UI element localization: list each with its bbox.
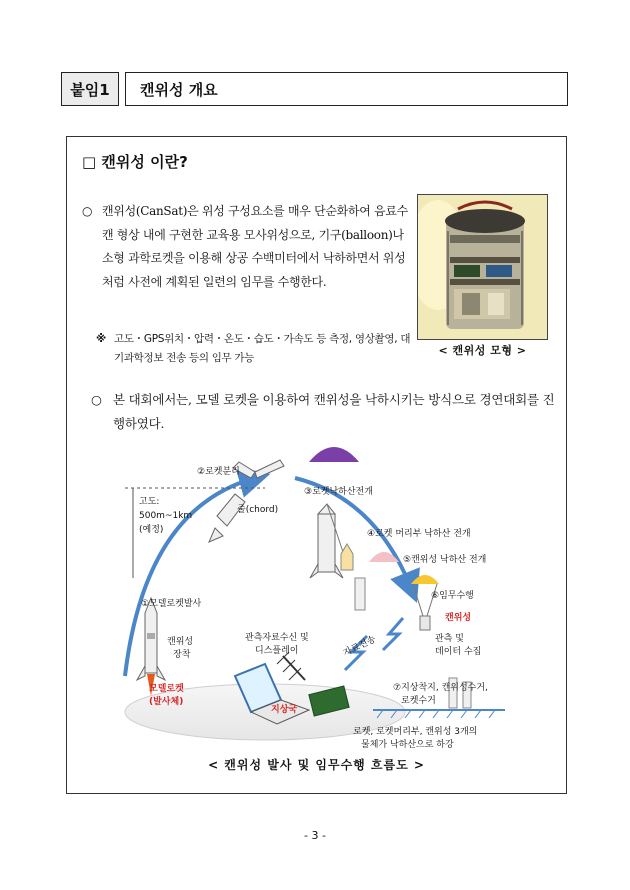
attachment-tag: 붙임1 <box>61 72 119 106</box>
cansat-model-illustration <box>418 195 548 340</box>
label-separation: ②로켓분리 <box>197 467 240 477</box>
label-fall-2: 물체가 낙하산으로 하강 <box>361 740 454 750</box>
cansat-model-photo <box>417 194 548 340</box>
label-ground-rx: 관측자료수신 및 <box>245 633 309 643</box>
label-landing: ⑦지상착지, 캔위성수거, <box>393 683 488 693</box>
label-launcher: (발사체) <box>149 697 184 707</box>
label-nose-parachute: ④로켓 머리부 낙하산 전개 <box>367 529 471 539</box>
rocket-with-chute <box>310 504 345 578</box>
label-cansat-parachute: ⑤캔위성 낙하산 전개 <box>403 555 487 565</box>
cansat-parachute <box>411 575 439 584</box>
label-model-rocket: 모델로켓 <box>149 684 184 694</box>
label-measure: 관측 및 <box>435 634 464 644</box>
label-mission: ⑥임무수행 <box>431 591 474 601</box>
page-number: - 3 - <box>304 829 326 842</box>
antenna-icon <box>277 652 305 680</box>
label-altitude-range: 500m~1km <box>139 511 193 521</box>
data-signal-bolt <box>383 618 403 650</box>
label-cansat: 캔위성 <box>445 613 472 623</box>
label-data-transmission: 자료전송 <box>341 634 378 659</box>
paragraph-text: 본 대회에서는, 모델 로켓을 이용하여 캔위성을 낙하시키는 방식으로 경연대회를 진행하였다. <box>113 392 555 431</box>
paragraph-text: 캔위성(CanSat)은 위성 구성요소를 매우 단순화하여 음료수 캔 형상 내에 구현한 교육용 모사위성으로, 기구(balloon)나 소형 과학로켓을 이용해 상공 수백미터에서 낙하하면서 위성처럼 사전에 계획된 일련의 임무를 수행한다. <box>102 204 408 289</box>
mission-note <box>96 330 414 368</box>
section-title: □ 캔위성 이란? <box>82 153 188 171</box>
nose-cone <box>341 544 365 610</box>
reference-mark: ※ <box>96 333 106 345</box>
launch-mission-flow-diagram <box>105 438 525 754</box>
photo-caption: < 캔위성 모형 > <box>438 344 527 357</box>
rocket-parachute <box>309 447 359 462</box>
paragraph-cansat-definition <box>82 200 412 294</box>
paragraph-contest-method <box>91 388 563 436</box>
label-ground-station: 지상국 <box>271 705 298 715</box>
label-mounted: 캔위성 <box>167 637 194 647</box>
cansat-module <box>420 616 430 630</box>
circle-bullet: ○ <box>82 204 93 218</box>
diagram-caption: < 캔위성 발사 및 임무수행 흐름도 > <box>208 758 425 772</box>
model-rocket-launch <box>137 598 165 696</box>
page-title: 캔위성 개요 <box>125 72 568 106</box>
label-altitude-note: (예정) <box>139 525 164 535</box>
label-rocket-parachute: ③로켓낙하산전개 <box>304 487 373 497</box>
label-display: 디스플레이 <box>255 646 299 656</box>
label-data-collection: 데이터 수집 <box>435 647 482 657</box>
label-mounted-2: 장착 <box>173 650 191 660</box>
label-launch: ①모델로켓발사 <box>141 599 202 609</box>
label-altitude: 고도: <box>139 497 160 507</box>
note-text: 고도・GPS위치・압력・온도・습도・가속도 등 측정, 영상촬영, 대기과학정보 전송 등의 임무 가능 <box>114 333 411 364</box>
label-chord: 줄(chord) <box>237 505 279 515</box>
label-fall: 로켓, 로켓머리부, 캔위성 3개의 <box>353 727 478 737</box>
circle-bullet: ○ <box>91 392 102 407</box>
label-recovery: 로켓수거 <box>401 696 436 706</box>
